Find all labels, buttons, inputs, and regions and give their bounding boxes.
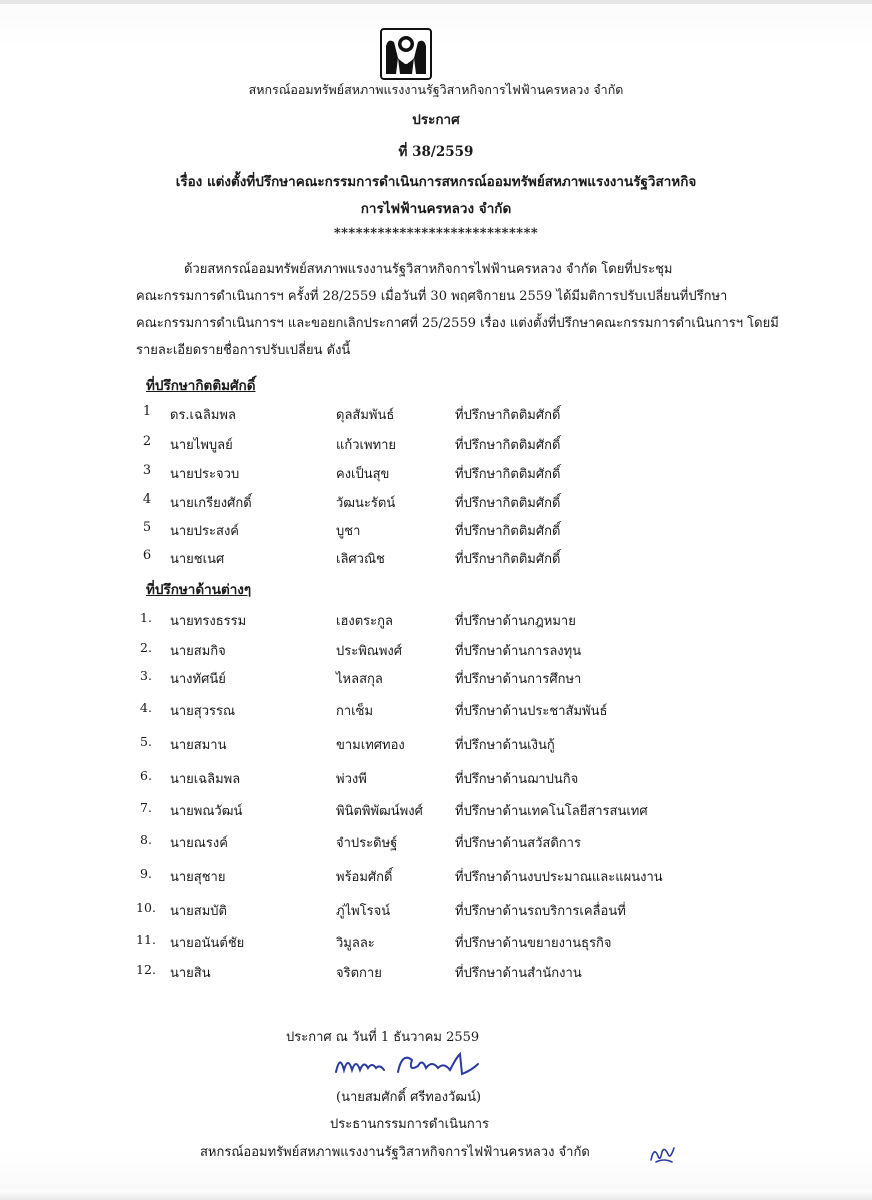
role: ที่ปรึกษาด้านสวัสดิการ — [455, 836, 581, 851]
first-name: นายสมบัติ — [170, 904, 228, 919]
specialist-row — [0, 900, 872, 920]
surname: พ่วงพี — [336, 772, 367, 787]
first-name: นายประสงค์ — [170, 524, 239, 539]
announcement-heading: ประกาศ — [412, 112, 460, 128]
signer-position: ประธานกรรมการดำเนินการ — [330, 1117, 490, 1132]
body-line: ด้วยสหกรณ์ออมทรัพย์สหภาพแรงงานรัฐวิสาหกิจการไฟฟ้านครหลวง จำกัด โดยที่ประชุม — [184, 262, 673, 277]
role: ที่ปรึกษาด้านเทคโนโลยีสารสนเทศ — [455, 804, 648, 819]
specialist-row — [0, 932, 872, 952]
row-number: 1 — [142, 404, 152, 419]
row-number: 9. — [140, 866, 152, 881]
row-number: 11. — [136, 932, 156, 947]
body-line: รายละเอียดรายชื่อการปรับเปลี่ยน ดังนี้ — [136, 343, 351, 358]
specialist-row — [0, 734, 872, 754]
honorary-section-title: ที่ปรึกษากิตติมศักดิ์ — [146, 378, 256, 394]
first-name: นายสมกิจ — [170, 644, 226, 659]
announcement-number: ที่ 38/2559 — [398, 144, 474, 160]
first-name: นายสิน — [170, 966, 211, 981]
surname: แก้วเพทาย — [336, 438, 397, 453]
specialists-section-title: ที่ปรึกษาด้านต่างๆ — [146, 582, 252, 598]
footer-organization: สหกรณ์ออมทรัพย์สหภาพแรงงานรัฐวิสาหกิจการไฟฟ้านครหลวง จำกัด — [200, 1145, 590, 1160]
first-name: นายอนันต์ชัย — [170, 936, 245, 951]
first-name: นายประจวบ — [170, 467, 240, 482]
row-number: 3. — [140, 668, 152, 683]
specialist-row — [0, 800, 872, 820]
row-number: 6 — [142, 548, 152, 563]
specialist-row — [0, 700, 872, 720]
specialist-row — [0, 668, 872, 688]
first-name: นายทรงธรรม — [170, 614, 247, 629]
surname: เฮงตระกูล — [336, 614, 393, 629]
first-name: นายชเนศ — [170, 552, 225, 567]
body-line: คณะกรรมการดำเนินการฯ ครั้งที่ 28/2559 เมื่อวันที่ 30 พฤศจิกายน 2559 ได้มีมติการปรับเปลี่ยนที่ปรึกษา — [136, 289, 728, 304]
honorary-row — [0, 434, 872, 454]
body-line: คณะกรรมการดำเนินการฯ และขอยกเลิกประกาศที่ 25/2559 เรื่อง แต่งตั้งที่ปรึกษาคณะกรรมการดำเนินการฯ โดยมี — [136, 316, 779, 331]
row-number: 8. — [140, 832, 152, 847]
surname: ภู่ไพโรจน์ — [336, 904, 391, 919]
role: ที่ปรึกษาด้านกฎหมาย — [455, 614, 576, 629]
surname: ดุลสัมพันธ์ — [336, 408, 395, 423]
row-number: 10. — [136, 900, 156, 915]
surname: ประพิณพงศ์ — [336, 644, 403, 659]
surname: เลิศวณิช — [336, 552, 385, 567]
subject-line-1: เรื่อง แต่งตั้งที่ปรึกษาคณะกรรมการดำเนินการสหกรณ์ออมทรัพย์สหภาพแรงงานรัฐวิสาหกิจ — [175, 174, 697, 190]
row-number: 7. — [140, 800, 152, 815]
row-number: 4 — [142, 492, 152, 507]
row-number: 5. — [140, 734, 152, 749]
specialist-row — [0, 768, 872, 788]
role: ที่ปรึกษาด้านงบประมาณและแผนงาน — [455, 870, 663, 885]
header-organization: สหกรณ์ออมทรัพย์สหภาพแรงงานรัฐวิสาหกิจการไฟฟ้านครหลวง จำกัด — [248, 82, 624, 97]
row-number: 6. — [140, 768, 152, 783]
row-number: 3 — [142, 463, 152, 478]
honorary-row — [0, 548, 872, 568]
first-name: นายสมาน — [170, 738, 227, 753]
surname: วัฒนะรัตน์ — [336, 496, 396, 511]
row-number: 2 — [142, 434, 152, 449]
body-paragraph — [136, 256, 779, 364]
row-number: 4. — [140, 700, 152, 715]
cooperative-logo-icon — [380, 28, 432, 80]
specialist-row — [0, 640, 872, 660]
role: ที่ปรึกษากิตติมศักดิ์ — [455, 524, 561, 539]
signer-name: (นายสมศักดิ์ ศรีทองวัฒน์) — [336, 1090, 482, 1105]
role: ที่ปรึกษาด้านฌาปนกิจ — [455, 772, 579, 787]
role: ที่ปรึกษากิตติมศักดิ์ — [455, 467, 561, 482]
role: ที่ปรึกษาด้านรถบริการเคลื่อนที่ — [455, 904, 626, 919]
role: ที่ปรึกษากิตติมศักดิ์ — [455, 438, 561, 453]
first-name: นายเฉลิมพล — [170, 772, 241, 787]
specialist-row — [0, 832, 872, 852]
row-number: 2. — [140, 640, 152, 655]
role: ที่ปรึกษาด้านสำนักงาน — [455, 966, 582, 981]
honorary-row — [0, 492, 872, 512]
first-name: ดร.เฉลิมพล — [170, 408, 236, 423]
honorary-row — [0, 463, 872, 483]
surname: จริตกาย — [336, 966, 382, 981]
row-number: 1. — [140, 610, 152, 625]
surname: คงเป็นสุข — [336, 467, 390, 482]
honorary-row — [0, 520, 872, 540]
first-name: นางทัศนีย์ — [170, 672, 226, 687]
specialist-row — [0, 610, 872, 630]
specialist-row — [0, 962, 872, 982]
role: ที่ปรึกษาด้านการศึกษา — [455, 672, 582, 687]
row-number: 5 — [142, 520, 152, 535]
role: ที่ปรึกษากิตติมศักดิ์ — [455, 496, 561, 511]
surname: ขามเทศทอง — [336, 738, 405, 753]
scan-edge-bottom — [0, 1190, 872, 1200]
surname: บูชา — [336, 524, 361, 539]
role: ที่ปรึกษาด้านประชาสัมพันธ์ — [455, 704, 608, 719]
row-number: 12. — [136, 962, 156, 977]
announcement-date: ประกาศ ณ วันที่ 1 ธันวาคม 2559 — [286, 1030, 480, 1045]
surname: วิมูลละ — [336, 936, 375, 951]
role: ที่ปรึกษาด้านขยายงานธุรกิจ — [455, 936, 612, 951]
first-name: นายเกรียงศักดิ์ — [170, 496, 252, 511]
role: ที่ปรึกษากิตติมศักดิ์ — [455, 408, 561, 423]
initials-icon — [648, 1142, 676, 1166]
signature-icon — [332, 1046, 482, 1082]
surname: จำประดิษฐ์ — [336, 836, 398, 851]
first-name: นายสุวรรณ — [170, 704, 236, 719]
role: ที่ปรึกษาด้านเงินกู้ — [455, 738, 555, 753]
surname: ไหลสกุล — [336, 672, 383, 687]
honorary-row — [0, 404, 872, 424]
subject-line-2: การไฟฟ้านครหลวง จำกัด — [360, 201, 512, 217]
role: ที่ปรึกษาด้านการลงทุน — [455, 644, 582, 659]
separator-stars: **************************** — [333, 226, 539, 241]
role: ที่ปรึกษากิตติมศักดิ์ — [455, 552, 561, 567]
surname: พร้อมศักดิ์ — [336, 870, 393, 885]
specialist-row — [0, 866, 872, 886]
first-name: นายไพบูลย์ — [170, 438, 233, 453]
surname: กาเซ็ม — [336, 704, 374, 719]
first-name: นายณรงค์ — [170, 836, 228, 851]
first-name: นายพณวัฒน์ — [170, 804, 243, 819]
first-name: นายสุชาย — [170, 870, 226, 885]
scan-edge-top — [0, 0, 872, 4]
surname: พินิตพิพัฒน์พงศ์ — [336, 804, 423, 819]
